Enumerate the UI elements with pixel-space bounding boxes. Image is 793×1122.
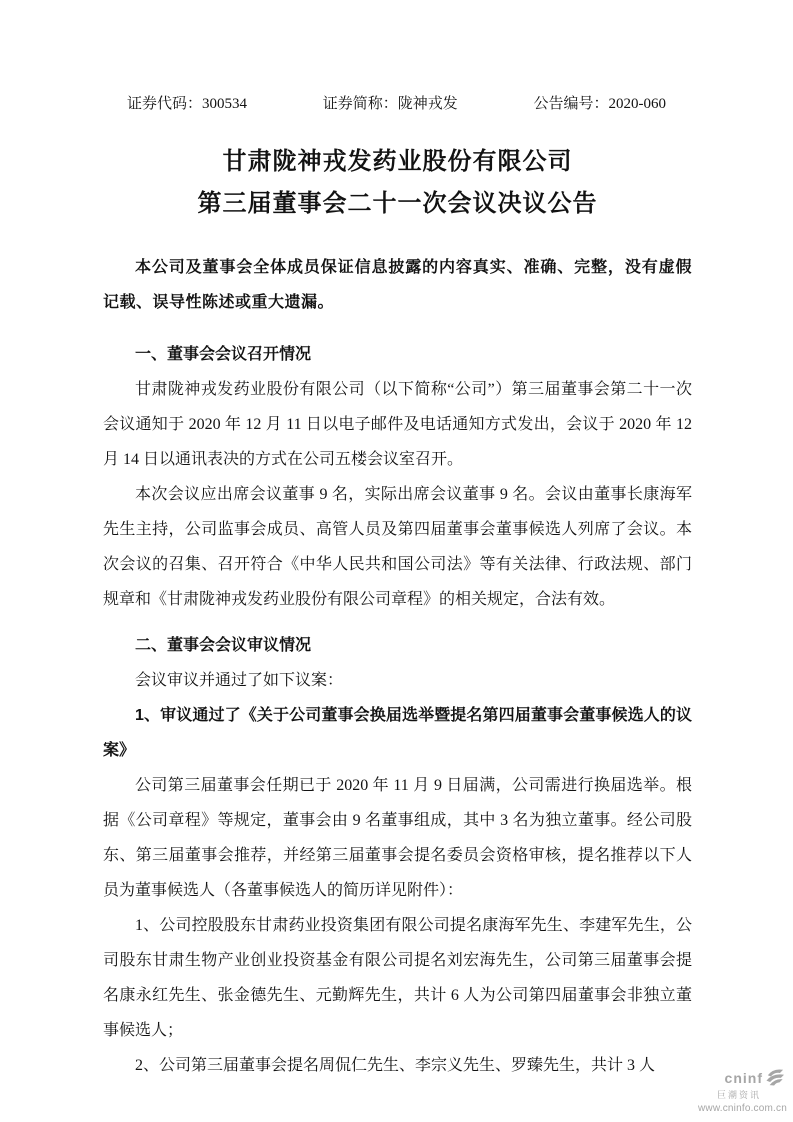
- section-2-heading: 二、董事会会议审议情况: [135, 637, 312, 654]
- securities-meta-row: [103, 94, 692, 114]
- stock-abbr: 证券简称：陇神戎发: [322, 96, 458, 112]
- document-title: [103, 141, 692, 225]
- non-independent-candidates-paragraph: 1、公司控股股东甘肃药业投资集团有限公司提名康海军先生、李建军先生，公司股东甘肃生物产业创业投资基金有限公司提名刘宏海先生，公司第三届董事会提名康永红先生、张金德先生、元勤辉先生，共计 6 人为公司第四届董事会非独立董事候选人；: [103, 917, 692, 1039]
- resolutions-intro-paragraph: 会议审议并通过了如下议案：: [135, 672, 344, 689]
- cninfo-url: www.cninfo.com.cn: [698, 1103, 787, 1114]
- cninfo-chinese-name: 巨潮资讯: [716, 1090, 761, 1101]
- cninfo-watermark: [698, 1068, 787, 1114]
- cninfo-swirl-icon: [765, 1068, 785, 1091]
- company-name-title-line: 甘肃陇神戎发药业股份有限公司: [222, 148, 573, 175]
- independent-candidates-paragraph: 2、公司第三届董事会提名周侃仁先生、李宗义先生、罗臻先生，共计 3 人: [135, 1057, 656, 1074]
- meeting-notice-paragraph: 甘肃陇神戎发药业股份有限公司（以下简称“公司”）第三届董事会第二十一次会议通知于 2020 年 12 月 11 日以电子邮件及电话通知方式发出，会议于 2020 年 12 月 14 日以通讯表决的方式在公司五楼会议室召开。: [103, 381, 692, 468]
- meeting-attendance-paragraph: 本次会议应出席会议董事 9 名，实际出席会议董事 9 名。会议由董事长康海军先生主持，公司监事会成员、高管人员及第四届董事会董事候选人列席了会议。本次会议的召集、召开符合《中华人民共和国公司法》等有关法律、行政法规、部门规章和《甘肃陇神戎发药业股份有限公司章程》的相关规定，合法有效。: [103, 486, 692, 608]
- announcement-title-line: 第三届董事会二十一次会议决议公告: [197, 190, 598, 217]
- board-term-paragraph: 公司第三届董事会任期已于 2020 年 11 月 9 日届满，公司需进行换届选举。根据《公司章程》等规定，董事会由 9 名董事组成，其中 3 名为独立董事。经公司股东、第三届董事会推荐，并经第三届董事会提名委员会资格审核，提名推荐以下人员为董事候选人（各董事候选人的简历详见附件）：: [103, 777, 692, 899]
- disclaimer-paragraph: 本公司及董事会全体成员保证信息披露的内容真实、准确、完整，没有虚假记载、误导性陈述或重大遗漏。: [103, 259, 692, 311]
- resolution-1-title: 1、审议通过了《关于公司董事会换届选举暨提名第四届董事会董事候选人的议案》: [103, 707, 692, 759]
- announcement-number: 公告编号：2020-060: [533, 96, 666, 112]
- cninfo-brand-text: cninf: [724, 1070, 763, 1087]
- stock-code: 证券代码：300534: [127, 96, 248, 112]
- section-1-heading: 一、董事会会议召开情况: [135, 346, 312, 363]
- spacer: [103, 320, 692, 326]
- cninfo-brand-row: [725, 1068, 785, 1091]
